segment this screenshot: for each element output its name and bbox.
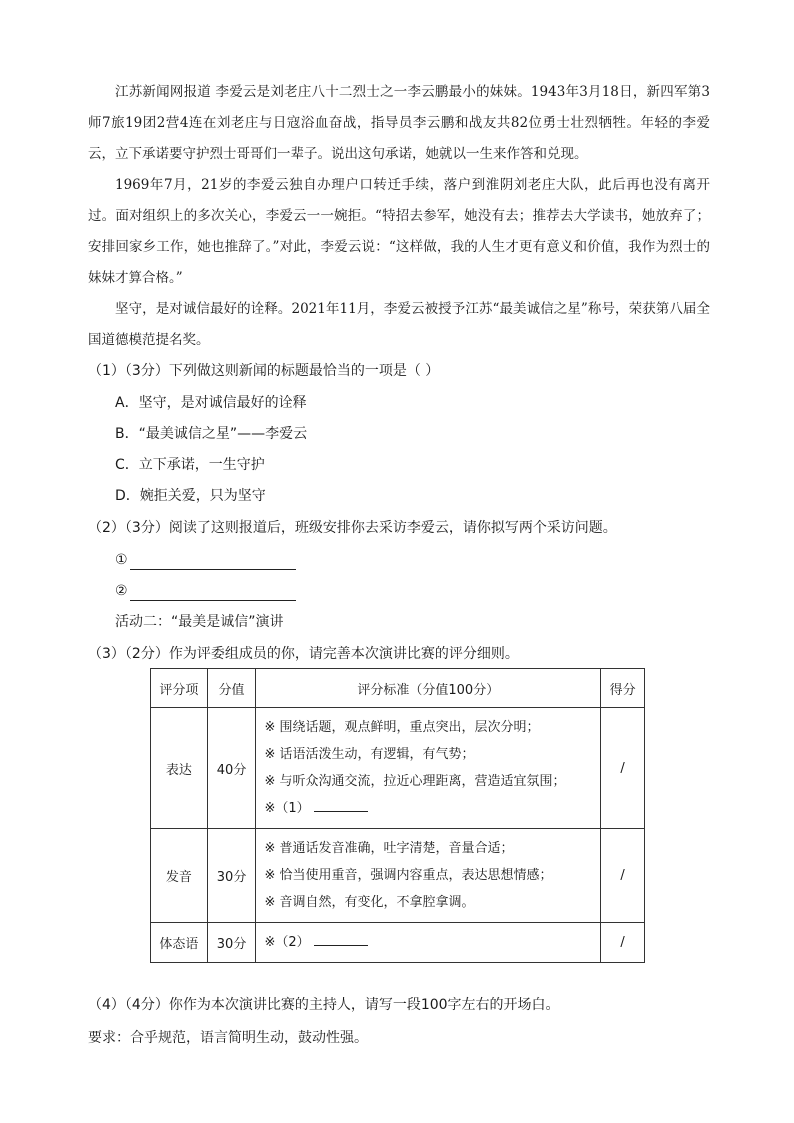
question-3-stem: （3）（2分）作为评委组成员的你，请完善本次演讲比赛的评分细则。	[88, 646, 519, 662]
row-pronunciation-score: /	[601, 829, 645, 923]
table-header-row	[151, 669, 645, 708]
row-pronunciation-item: 发音	[151, 829, 208, 923]
question-4-stem: （4）（4分）你作为本次演讲比赛的主持人，请写一段100字左右的开场白。	[88, 997, 560, 1013]
passage-paragraph-1: 江苏新闻网报道 李爱云是刘老庄八十二烈士之一李云鹏最小的妹妹。1943年3月18日，新四军第3师7旅19团2营4连在刘老庄与日寇浴血奋战，指导员李云鹏和战友共82位勇士壮烈牺牲。年轻的李爱云，立下承诺要守护烈士哥哥们一辈子。说出这句承诺，她就以一生来作答和兑现。	[88, 84, 710, 162]
criteria-line: ※ 围绕话题，观点鲜明，重点突出，层次分明；	[264, 720, 540, 735]
header-value: 分值	[207, 669, 256, 708]
row-body-language-value: 30分	[207, 923, 256, 963]
criteria-blank-label: ※（1）	[264, 801, 310, 816]
criteria-line: ※ 话语活泼生动，有逻辑，有气势；	[264, 747, 475, 762]
table-row-expression	[151, 708, 645, 829]
answer-line-1	[115, 550, 296, 570]
row-expression-score: /	[601, 708, 645, 829]
criteria-line-blank-2	[264, 929, 592, 956]
header-score: 得分	[601, 669, 645, 708]
fill-blank-1[interactable]	[314, 799, 368, 812]
row-pronunciation-criteria	[256, 829, 601, 923]
criteria-line: ※ 普通话发音准确，吐字清楚，音量合适；	[264, 841, 514, 856]
row-expression-item: 表达	[151, 708, 208, 829]
criteria-blank-label: ※（2）	[264, 935, 310, 950]
fill-blank-2[interactable]	[314, 933, 368, 946]
passage-paragraph-3: 坚守，是对诚信最好的诠释。2021年11月，李爱云被授予江苏“最美诚信之星”称号，荣获第八届全国道德模范提名奖。	[88, 301, 710, 348]
passage-paragraph-2: 1969年7月，21岁的李爱云独自办理户口转迁手续，落户到淮阴刘老庄大队，此后再也没有离开过。面对组织上的多次关心，李爱云一一婉拒。“特招去参军，她没有去；推荐去大学读书，她放弃了；安排回家乡工作，她也推辞了。”对此，李爱云说：“这样做，我的人生才更有意义和价值，我作为烈士的妹妹才算合格。”	[88, 177, 710, 286]
question-4-requirement: 要求：合乎规范，语言简明生动，鼓动性强。	[88, 1030, 368, 1046]
row-pronunciation-value: 30分	[207, 829, 256, 923]
header-item: 评分项	[151, 669, 208, 708]
answer-line-1-marker: ①	[115, 552, 128, 568]
criteria-line: ※ 恰当使用重音，强调内容重点，表达思想情感；	[264, 868, 553, 883]
question-1-option-a: A．坚守，是对诚信最好的诠释	[115, 395, 307, 411]
row-expression-criteria	[256, 708, 601, 829]
scoring-table	[150, 668, 645, 963]
criteria-line-blank-1	[264, 795, 592, 822]
question-1-option-d: D．婉拒关爱，只为坚守	[115, 488, 266, 504]
table-row-body-language	[151, 923, 645, 963]
criteria-line: ※ 音调自然，有变化，不拿腔拿调。	[264, 895, 475, 910]
question-1-option-b: B．“最美诚信之星”——李爱云	[115, 426, 308, 442]
activity-2-title: 活动二：“最美是诚信”演讲	[115, 614, 284, 630]
criteria-line: ※ 与听众沟通交流，拉近心理距离，营造适宜氛围；	[264, 774, 566, 789]
header-criteria: 评分标准（分值100分）	[256, 669, 601, 708]
question-2-stem: （2）（3分）阅读了这则报道后，班级安排你去采访李爱云，请你拟写两个采访问题。	[88, 520, 617, 536]
table-row-pronunciation	[151, 829, 645, 923]
answer-line-2-marker: ②	[115, 583, 128, 599]
row-body-language-score: /	[601, 923, 645, 963]
row-body-language-criteria	[256, 923, 601, 963]
question-1-stem: （1）（3分）下列做这则新闻的标题最恰当的一项是（ ）	[88, 363, 440, 379]
answer-line-2	[115, 581, 296, 601]
question-1-option-c: C．立下承诺，一生守护	[115, 457, 265, 473]
answer-blank-2[interactable]	[130, 586, 296, 601]
row-body-language-item: 体态语	[151, 923, 208, 963]
answer-blank-1[interactable]	[130, 555, 296, 570]
row-expression-value: 40分	[207, 708, 256, 829]
